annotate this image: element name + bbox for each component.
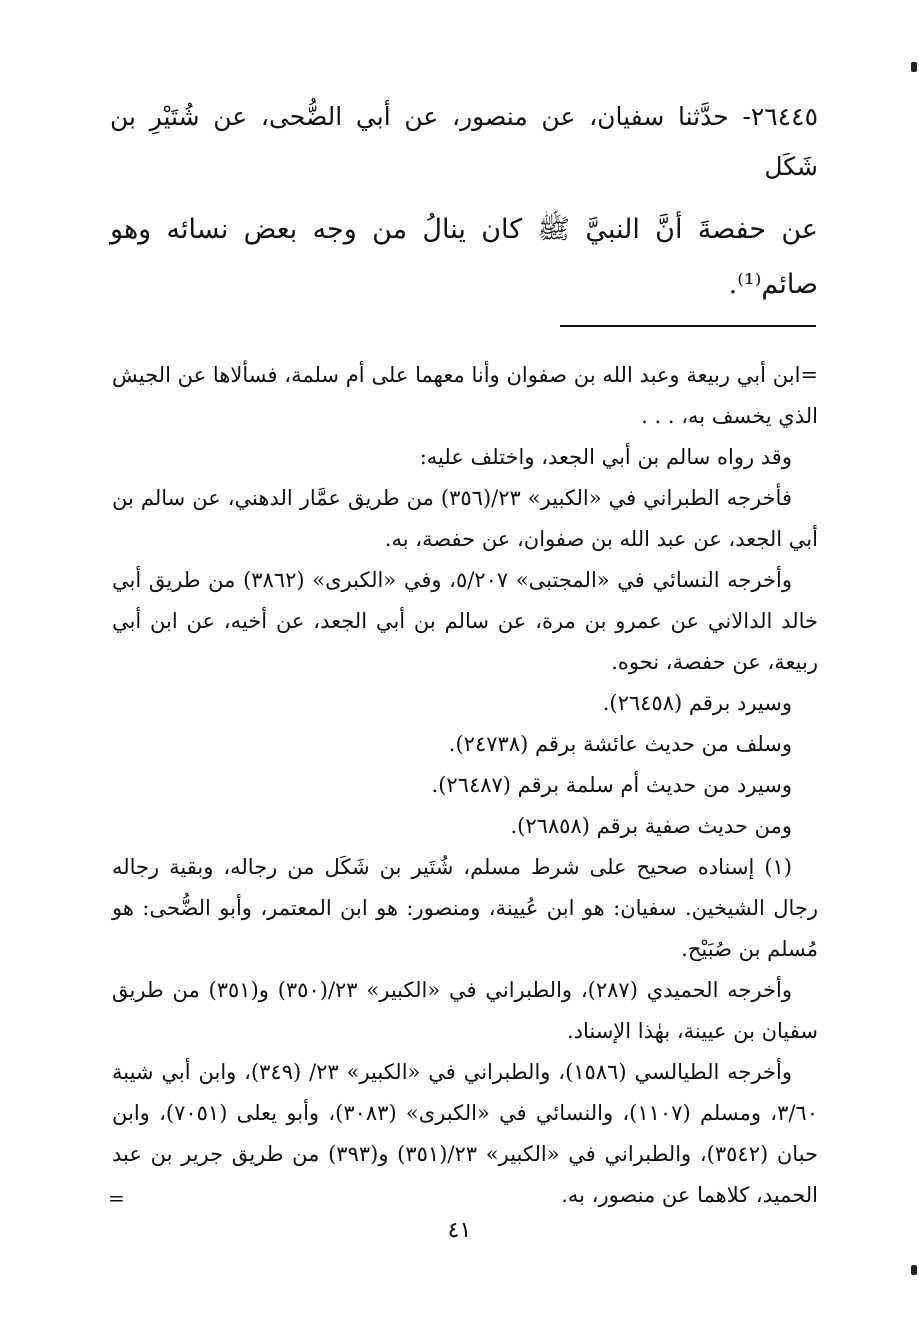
footnote-line: ومن حديث صفية برقم (٢٦٨٥٨).	[510, 814, 792, 838]
footnote-line: وأخرجه الحميدي (٢٨٧)، والطبراني في «الكبير» ٢٣/(٣٥٠) و(٣٥١) من طريق سفيان بن عيينة، بهٰذا الإسناد.	[112, 978, 818, 1043]
continuation-mark: =	[108, 1186, 125, 1210]
hadith-matn: عن حفصةَ أنَّ النبيَّ ﷺ كان ينالُ من وجه بعض نسائه وهو صائم⁽¹⁾.	[110, 214, 818, 300]
footnote-line: وسيرد من حديث أم سلمة برقم (٢٦٤٨٧).	[431, 773, 792, 797]
page-number: ٤١	[447, 1218, 472, 1243]
footnote-1: (١) إسناده صحيح على شرط مسلم، شُتَير بن شَكَل من رجاله، وبقية رجاله رجال الشيخين. سفيان: هو ابن عُيينة، ومنصور: هو ابن المعتمر، وأبو الضُّحى: هو مُسلم بن صُبَيْح.	[112, 855, 818, 961]
footnote-line: وأخرجه الطيالسي (١٥٨٦)، والطبراني في «الكبير» ٢٣/ (٣٤٩)، وابن أبي شيبة ٣/٦٠، ومسلم (١١٠٧)، والنسائي في «الكبرى» (٣٠٨٣)، وأبو يعلى (٧٠٥١)، وابن حبان (٣٥٤٢)، والطبراني في «الكبير» ٢٣/(٣٥١) و(٣٩٣) من طريق جرير بن عبد الحميد، كلاهما عن منصور، به.	[112, 1060, 819, 1207]
scan-artifact	[911, 1265, 917, 1275]
footnotes-section	[112, 355, 818, 1216]
footnote-line: فأخرجه الطبراني في «الكبير» ٢٣/(٣٥٦) من طريق عمَّار الدهني، عن سالم بن أبي الجعد، عن عبد الله بن صفوان، عن حفصة، به.	[112, 486, 818, 551]
footnote-line: وأخرجه النسائي في «المجتبى» ٥/٢٠٧، وفي «الكبرى» (٣٨٦٢) من طريق أبي خالد الدالاني عن عمرو بن مرة، عن سالم بن أبي الجعد، عن أخيه، عن ابن أبي ربيعة، عن حفصة، نحوه.	[112, 568, 818, 674]
hadith-text	[110, 92, 818, 312]
scan-artifact	[911, 62, 917, 72]
footnote-divider	[560, 325, 816, 327]
footnote-line: وسيرد برقم (٢٦٤٥٨).	[602, 691, 792, 715]
footnote-line: وسلف من حديث عائشة برقم (٢٤٧٣٨).	[448, 732, 792, 756]
hadith-isnad: ٢٦٤٤٥- حدَّثنا سفيان، عن منصور، عن أبي الضُّحى، عن شُتَيْرِ بن شَكَل	[110, 102, 818, 181]
footnote-line: =ابن أبي ربيعة وعبد الله بن صفوان وأنا معهما على أم سلمة، فسألاها عن الجيش الذي يخسف به، . . .	[112, 363, 818, 428]
footnote-line: وقد رواه سالم بن أبي الجعد، واختلف عليه:	[419, 445, 792, 469]
